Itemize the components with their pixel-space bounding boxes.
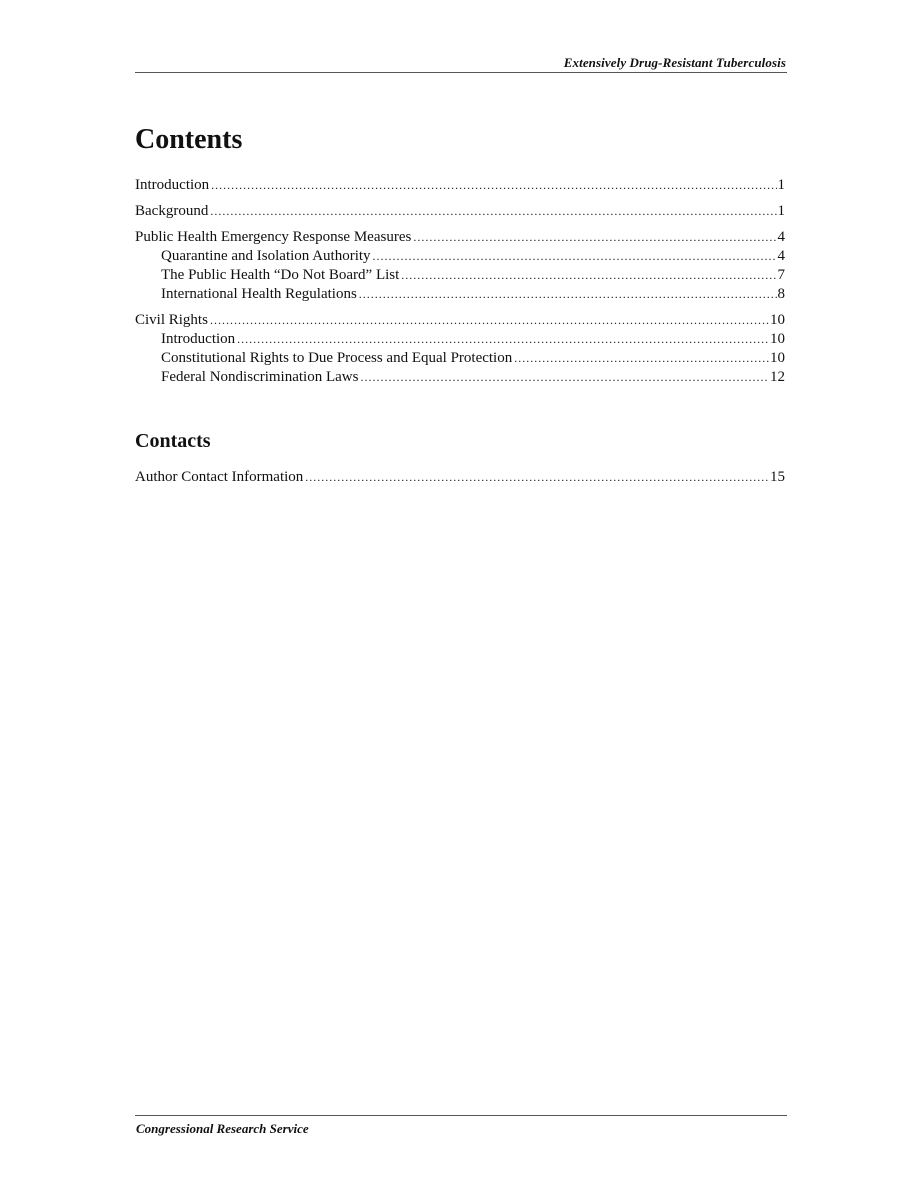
footer-text: Congressional Research Service (136, 1121, 309, 1136)
toc-entry-public-health-emergency-response[interactable] (135, 228, 785, 247)
toc-entry-page: 15 (770, 469, 785, 485)
toc-entry-quarantine-isolation[interactable] (135, 247, 785, 266)
toc-entry-international-health-regulations[interactable] (135, 285, 785, 304)
toc-entry-label: Author Contact Information (135, 469, 304, 485)
toc-entry-do-not-board[interactable] (135, 266, 785, 285)
contacts-list (135, 468, 785, 487)
dot-leader (210, 311, 769, 330)
toc-entry-page: 12 (770, 369, 785, 385)
toc-entry-constitutional-rights[interactable] (135, 349, 785, 368)
toc-entry-page: 1 (777, 203, 785, 219)
toc-entry-civil-rights-introduction[interactable] (135, 330, 785, 349)
toc-entry-page: 8 (777, 286, 785, 302)
toc-entry-label: Quarantine and Isolation Authority (161, 248, 371, 264)
toc-entry-page: 10 (770, 331, 785, 347)
toc-entry-page: 10 (770, 312, 785, 328)
running-header (135, 55, 787, 73)
toc-entry-page: 1 (777, 177, 785, 193)
contents-heading: Contents (135, 124, 243, 155)
dot-leader (514, 349, 769, 368)
toc-entry-introduction[interactable] (135, 176, 785, 195)
toc-entry-page: 10 (770, 350, 785, 366)
toc-entry-page: 7 (777, 267, 785, 283)
toc-entry-label: International Health Regulations (161, 286, 357, 302)
toc-entry-background[interactable] (135, 202, 785, 221)
toc-entry-label: Federal Nondiscrimination Laws (161, 369, 359, 385)
dot-leader (305, 468, 769, 487)
toc-entry-label: Introduction (161, 331, 236, 347)
toc-entry-label: The Public Health “Do Not Board” List (161, 267, 400, 283)
page-footer (135, 1115, 787, 1136)
toc-entry-page: 4 (777, 248, 785, 264)
toc-entry-federal-nondiscrimination[interactable] (135, 368, 785, 387)
toc-entry-label: Background (135, 203, 209, 219)
dot-leader (401, 266, 776, 285)
dot-leader (413, 228, 776, 247)
dot-leader (237, 330, 769, 349)
dot-leader (210, 202, 776, 221)
toc-entry-label: Civil Rights (135, 312, 208, 328)
toc-entry-civil-rights[interactable] (135, 311, 785, 330)
toc-entry-label: Introduction (135, 177, 210, 193)
contacts-heading: Contacts (135, 430, 211, 452)
dot-leader (360, 368, 769, 387)
toc-entry-author-contact[interactable] (135, 468, 785, 487)
toc-entry-page: 4 (777, 229, 785, 245)
dot-leader (373, 247, 777, 266)
dot-leader (359, 285, 777, 304)
toc-entry-label: Public Health Emergency Response Measures (135, 229, 412, 245)
dot-leader (211, 176, 776, 195)
contents-list (135, 176, 785, 387)
toc-entry-label: Constitutional Rights to Due Process and Equal Protection (161, 350, 513, 366)
running-header-title: Extensively Drug-Resistant Tuberculosis (563, 55, 786, 70)
